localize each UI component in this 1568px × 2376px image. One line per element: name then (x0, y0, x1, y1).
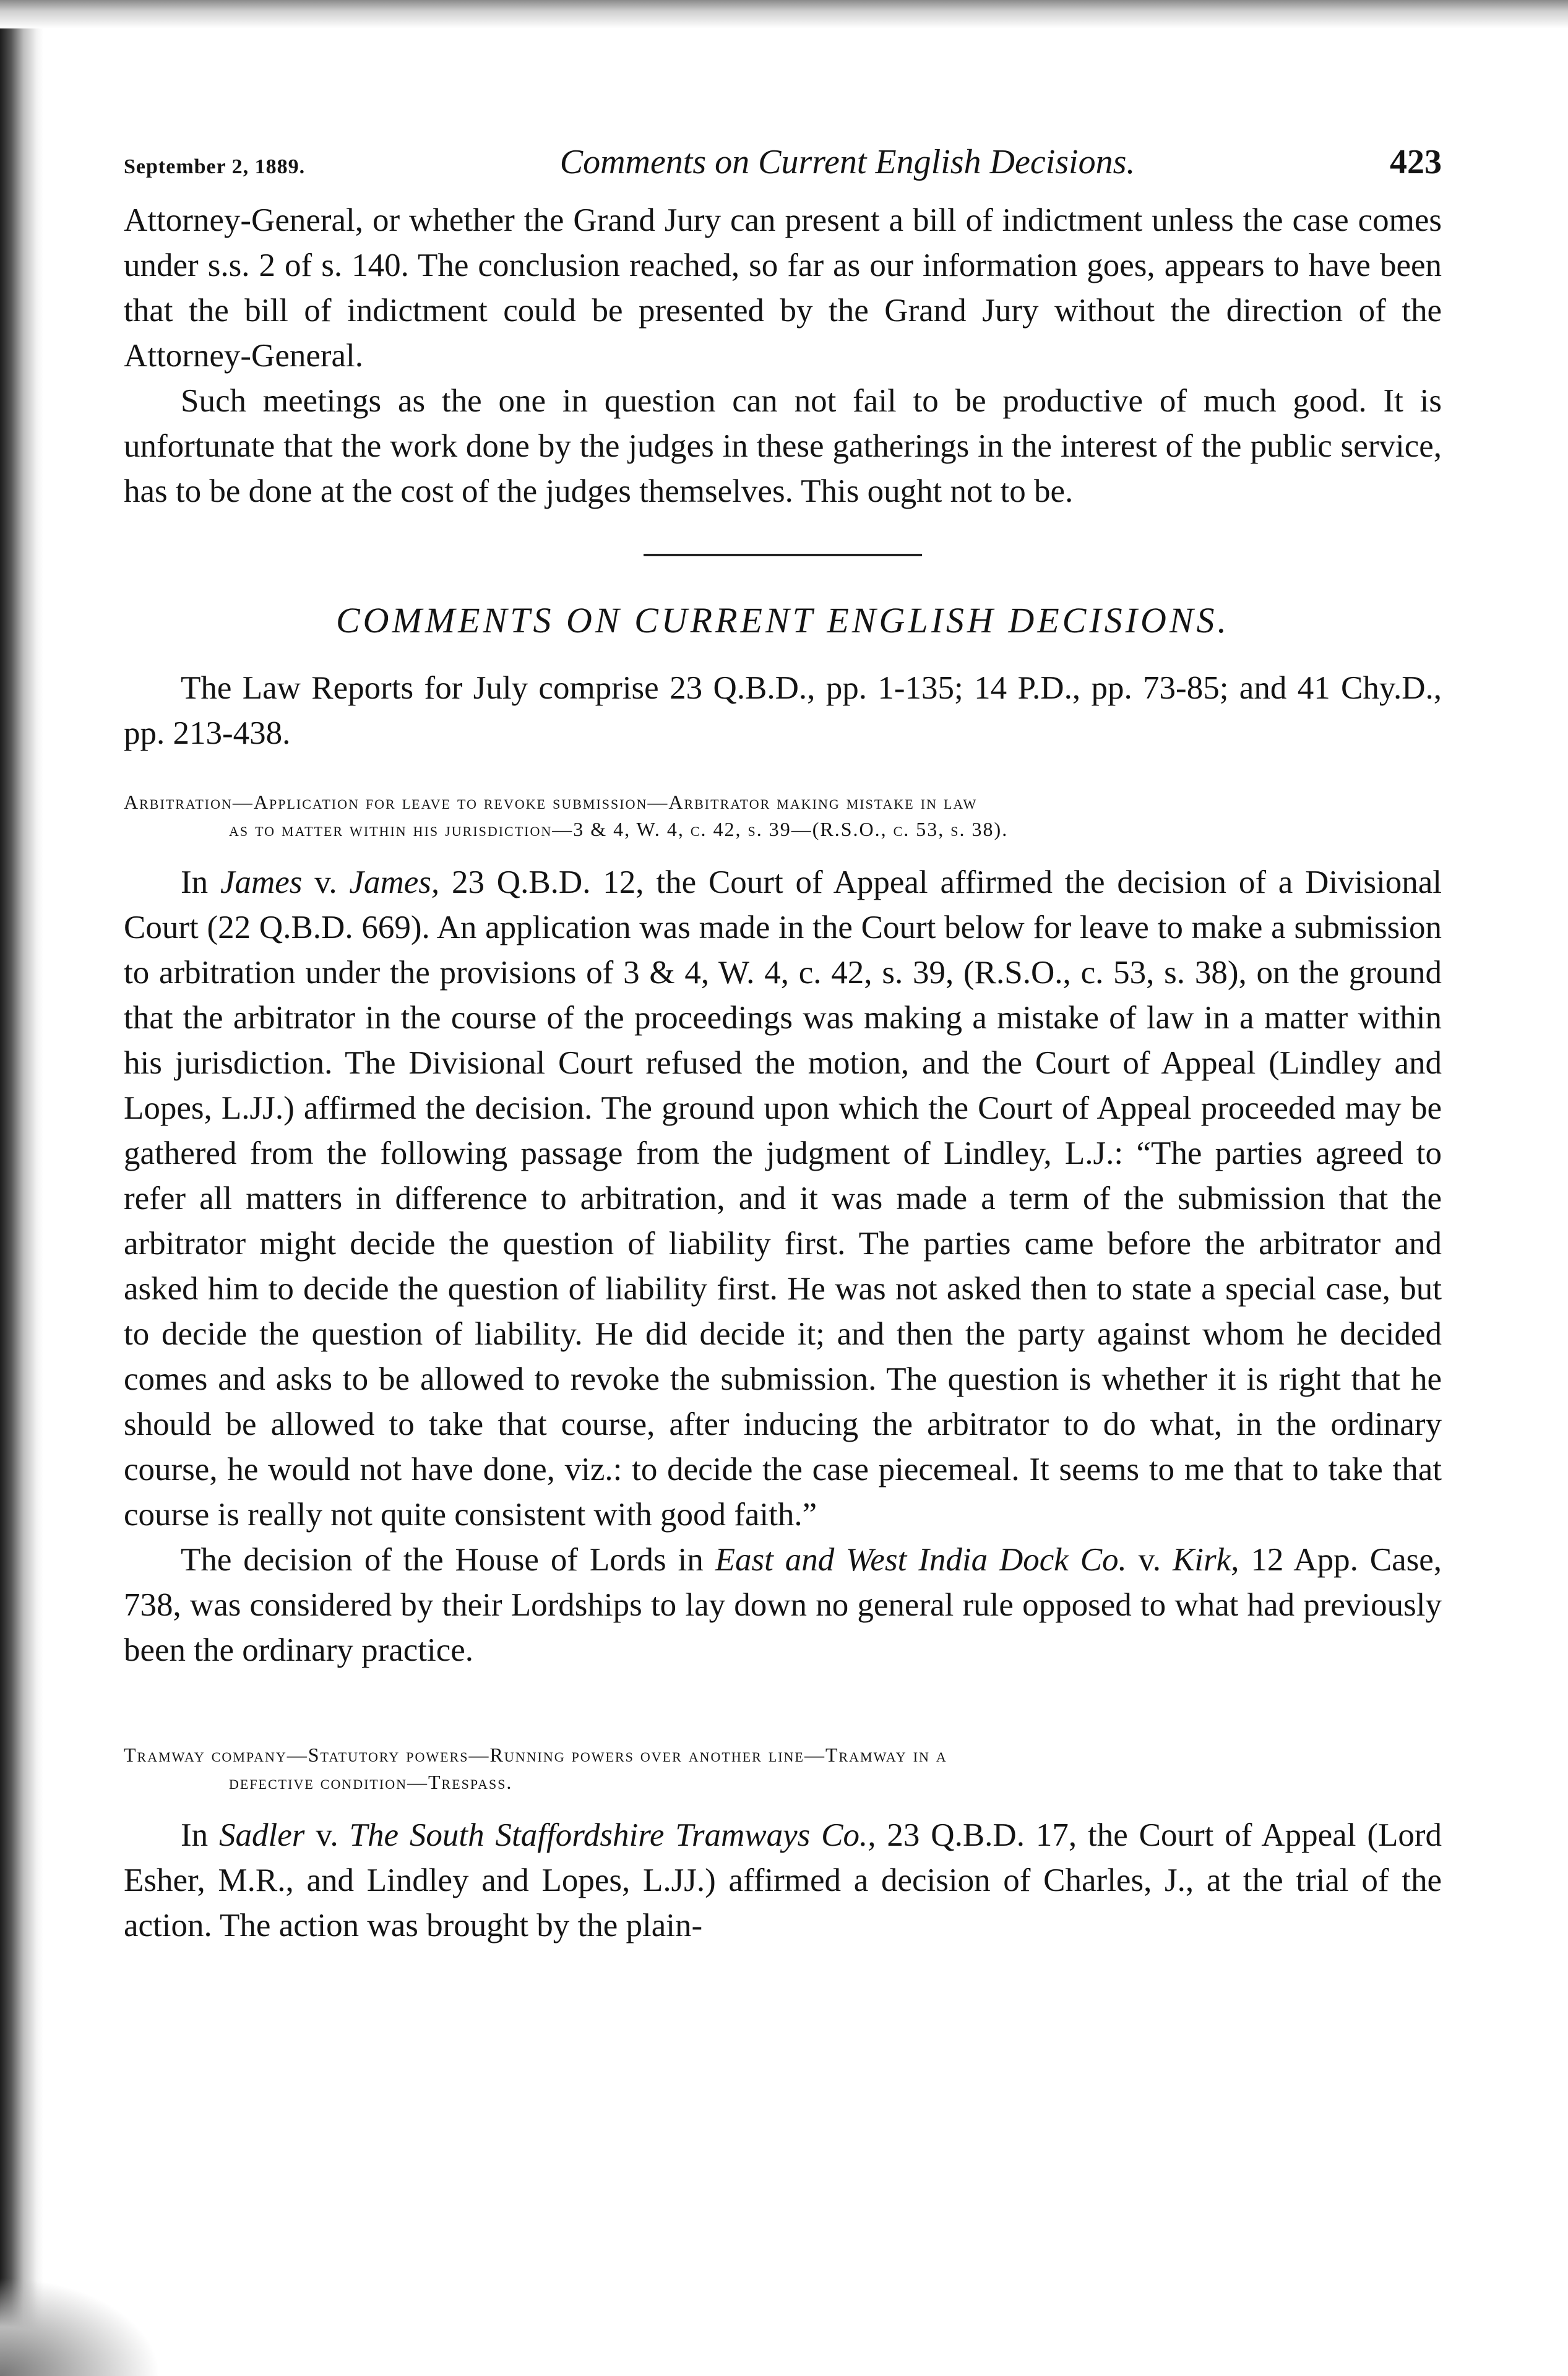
case1-p2-pre: The decision of the House of Lords in (181, 1542, 715, 1578)
section-title: COMMENTS ON CURRENT ENGLISH DECISIONS. (335, 600, 1230, 640)
case2-p1-v: v. (304, 1817, 350, 1853)
document-page (124, 142, 1442, 1948)
running-head (124, 142, 1442, 198)
header-title: Comments on Current English Decisions. (559, 143, 1135, 181)
case1-paragraph-2 (124, 1538, 1442, 1673)
case1-cited-case: East and West India Dock Co. (715, 1542, 1127, 1578)
case1-p2-text: 12 App. Case, 738, was considered by their Lordships to lay down no general rule opposed to what had previously been the ordinary practice. (124, 1542, 1442, 1668)
case2-party1: Sadler (219, 1817, 305, 1853)
case1-headnote (124, 788, 1442, 843)
case1-party1: James (220, 864, 303, 900)
scan-shadow-corner (0, 2277, 161, 2376)
case2-paragraph-1 (124, 1813, 1442, 1948)
case1-paragraph-1 (124, 860, 1442, 1538)
scan-shadow-top (0, 0, 1568, 28)
case1-p2-v: v. (1126, 1542, 1173, 1578)
case2-headnote (124, 1741, 1442, 1796)
section-divider (644, 554, 922, 556)
law-reports-paragraph: The Law Reports for July comprise 23 Q.B.D., pp. 1-135; 14 P.D., pp. 73-85; and 41 Chy.D., pp. 213-438. (124, 670, 1442, 751)
page-number: 423 (1390, 143, 1442, 181)
case1-headnote-line1: Arbitration—Application for leave to revoke submission—Arbitrator making mistake in law (124, 791, 978, 813)
case1-cited-case2: Kirk, (1172, 1542, 1239, 1578)
case1-p1-v: v. (302, 864, 350, 900)
intro-paragraph-2: Such meetings as the one in question can not fail to be productive of much good. It is unfortunate that the work done by the judges in these gatherings in the interest of the public service, has to be done at the cost of the judges themselves. This ought not to be. (124, 383, 1442, 509)
case2-p1-text: 23 Q.B.D. 17, the Court of Appeal (Lord Esher, M.R., and Lindley and Lopes, L.JJ.) affirmed a decision of Charles, J., at the trial of the action. The action was brought by the plain- (124, 1817, 1442, 1943)
scan-shadow-left (0, 0, 43, 2376)
case2-headnote-line1: Tramway company—Statutory powers—Running powers over another line—Tramway in a (124, 1744, 947, 1766)
header-date: September 2, 1889. (124, 155, 306, 178)
case1-p1-pre: In (181, 864, 220, 900)
case2-p1-pre: In (181, 1817, 220, 1853)
case1-party2: James, (349, 864, 440, 900)
case1-p1-text: 23 Q.B.D. 12, the Court of Appeal affirmed the decision of a Divisional Court (22 Q.B.D. 669). An application was made in the Court below for leave to make a submission to arbitration under the provisions of 3 & 4, W. 4, c. 42, s. 39, (R.S.O., c. 53, s. 38), on the ground that the arbitrator in the course of the proceedings was making a mistake of law in a matter within his jurisdiction. The Divisional Court refused the motion, and the Court of Appeal (Lindley and Lopes, L.JJ.) affirmed the decision. The ground upon which the Court of Appeal proceeded may be gathered from the following passage from the judgment of Lindley, L.J.: “The parties agreed to refer all matters in difference to arbitration, and it was made a term of the submission that the arbitrator might decide the question of liability first. The parties came before the arbitrator and asked him to decide the question of liability first. He was not asked then to state a special case, but to decide the question of liability. He did decide it; and then the party against whom he decided comes and asks to be allowed to revoke the submission. The question is whether it is right that he should be allowed to take that course, after inducing the arbitrator to do what, in the ordinary course, he would not have done, viz.: to decide the case piecemeal. It seems to me that to take that course is really not quite consistent with good faith.” (124, 864, 1442, 1533)
intro-paragraph-1: Attorney-General, or whether the Grand Jury can present a bill of indictment unless the case comes under s.s. 2 of s. 140. The conclusion reached, so far as our information goes, appears to have been that the bill of indictment could be presented by the Grand Jury without the direction of the Attorney-General. (124, 202, 1442, 374)
case2-party2: The South Staffordshire Tramways Co., (349, 1817, 876, 1853)
case1-headnote-line2: as to matter within his jurisdiction—3 & 4, W. 4, c. 42, s. 39—(R.S.O., c. 53, s. 38). (229, 818, 1009, 840)
case2-headnote-line2: defective condition—Trespass. (229, 1771, 513, 1793)
